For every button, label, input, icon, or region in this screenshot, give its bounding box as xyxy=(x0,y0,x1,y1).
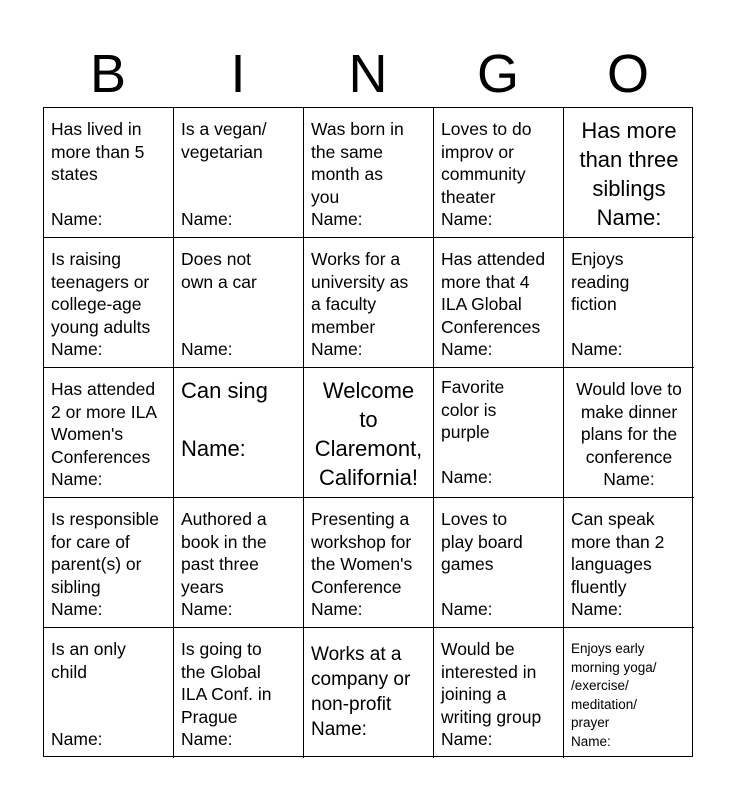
header-letter-g: G xyxy=(476,44,519,104)
cell-name-label: Name: xyxy=(596,205,662,230)
cell-text: prayer xyxy=(571,715,610,730)
cell-text: ILA Global xyxy=(441,294,522,314)
cell-text: member xyxy=(311,316,376,337)
cell-text: Can speak xyxy=(571,509,655,529)
cell-text: reading xyxy=(571,271,630,292)
cell-name-label: Name: xyxy=(181,729,233,749)
bingo-grid xyxy=(43,107,693,757)
bingo-cell[interactable] xyxy=(174,498,304,628)
cell-text: plans for the xyxy=(580,424,678,444)
cell-text: fluently xyxy=(571,576,627,597)
cell-name-label: Name: xyxy=(181,599,233,619)
cell-text: morning yoga/ xyxy=(571,659,657,675)
bingo-cell[interactable] xyxy=(304,628,434,758)
bingo-cell[interactable] xyxy=(174,628,304,758)
cell-text: theater xyxy=(441,186,496,207)
cell-text: workshop for xyxy=(311,531,412,552)
bingo-cell[interactable] xyxy=(564,628,694,758)
cell-text: years xyxy=(181,576,224,597)
header-letter-b: B xyxy=(89,44,127,104)
cell-text: community xyxy=(441,164,526,184)
cell-text: a faculty xyxy=(311,294,377,314)
cell-text: 2 or more ILA xyxy=(51,401,158,422)
cell-text: Has more xyxy=(581,118,677,143)
cell-text: month as xyxy=(311,164,383,184)
cell-text: Loves to do xyxy=(441,119,532,139)
cell-text: Presenting a xyxy=(311,509,410,529)
free-space-text: Claremont, xyxy=(314,436,423,461)
cell-text: Would love to xyxy=(576,379,682,399)
cell-text: meditation/ xyxy=(571,696,638,712)
cell-text: Works for a xyxy=(311,249,401,269)
bingo-cell[interactable] xyxy=(304,498,434,628)
bingo-cell[interactable] xyxy=(44,368,174,498)
cell-name-label: Name: xyxy=(51,209,103,229)
cell-text: fiction xyxy=(571,294,617,314)
cell-text: Enjoys xyxy=(571,249,624,269)
cell-text: child xyxy=(51,661,87,682)
free-space-text: to xyxy=(359,407,378,432)
cell-text: states xyxy=(51,164,98,184)
cell-text: purple xyxy=(441,422,490,442)
free-space-text: California! xyxy=(318,465,419,490)
cell-text: Works at a xyxy=(311,644,402,665)
cell-name-label: Name: xyxy=(441,467,493,487)
cell-text: college-age xyxy=(51,294,142,314)
bingo-cell[interactable] xyxy=(174,108,304,238)
free-space xyxy=(304,368,434,498)
bingo-cell[interactable] xyxy=(434,238,564,368)
cell-name-label: Name: xyxy=(311,599,363,619)
cell-text: Is a vegan/ xyxy=(181,119,267,139)
cell-name-label: Name: xyxy=(571,339,623,359)
cell-text: the Women's xyxy=(311,554,413,574)
cell-text: Women's xyxy=(51,424,124,444)
cell-text: improv or xyxy=(441,141,514,162)
cell-text: Is going to xyxy=(181,639,262,659)
bingo-cell[interactable] xyxy=(564,238,694,368)
cell-text: Has attended xyxy=(441,249,546,269)
bingo-cell[interactable] xyxy=(304,238,434,368)
cell-text: young adults xyxy=(51,316,151,337)
cell-text: Conference xyxy=(311,576,402,597)
cell-text: siblings xyxy=(592,176,666,201)
cell-text: past three xyxy=(181,554,259,574)
cell-text: Is raising xyxy=(51,249,122,269)
cell-name-label: Name: xyxy=(441,729,493,749)
bingo-cell[interactable] xyxy=(44,498,174,628)
cell-text: non-profit xyxy=(311,694,392,715)
cell-name-label: Name: xyxy=(603,469,655,489)
bingo-cell[interactable] xyxy=(564,368,694,498)
cell-text: Is an only xyxy=(51,639,126,659)
cell-name-label: Name: xyxy=(441,599,493,619)
bingo-cell[interactable] xyxy=(304,108,434,238)
bingo-cell[interactable] xyxy=(44,628,174,758)
cell-text: Has attended xyxy=(51,379,156,399)
cell-text: Can sing xyxy=(181,378,268,403)
bingo-cell[interactable] xyxy=(174,368,304,498)
cell-text: interested in xyxy=(441,661,537,682)
cell-name-label: Name: xyxy=(441,209,493,229)
cell-text: languages xyxy=(571,554,652,574)
cell-text: color is xyxy=(441,399,497,420)
cell-text: ILA Conf. in xyxy=(181,684,272,704)
bingo-cell[interactable] xyxy=(564,108,694,238)
cell-text: book in the xyxy=(181,531,267,552)
cell-text: Conferences xyxy=(51,446,151,467)
cell-text: Would be xyxy=(441,639,515,659)
cell-text: Authored a xyxy=(181,509,267,529)
cell-text: Does not xyxy=(181,249,252,269)
bingo-cell[interactable] xyxy=(564,498,694,628)
cell-spacer xyxy=(181,405,297,434)
header-letter-n: N xyxy=(348,44,388,104)
cell-text: Has lived in xyxy=(51,119,142,139)
bingo-cell[interactable] xyxy=(434,108,564,238)
cell-text: make dinner xyxy=(580,401,678,422)
cell-name-label: Name: xyxy=(571,733,611,749)
cell-text: /exercise/ xyxy=(571,678,629,693)
bingo-cell[interactable] xyxy=(434,628,564,758)
cell-text: games xyxy=(441,554,494,574)
cell-name-label: Name: xyxy=(51,339,103,359)
cell-text: you xyxy=(311,186,340,207)
cell-text: university as xyxy=(311,271,409,292)
cell-text: for care of xyxy=(51,531,130,552)
cell-name-label: Name: xyxy=(571,599,623,619)
header-letter-o: O xyxy=(606,44,649,104)
free-space-text: Welcome xyxy=(322,378,415,403)
cell-name-label: Name: xyxy=(51,469,103,489)
cell-text: more that 4 xyxy=(441,271,530,292)
cell-text: Conferences xyxy=(441,316,541,337)
cell-name-label: Name: xyxy=(51,729,103,749)
cell-name-label: Name: xyxy=(51,599,103,619)
cell-text: Is responsible xyxy=(51,509,159,529)
cell-text: play board xyxy=(441,531,523,552)
cell-text: Prague xyxy=(181,706,238,727)
cell-name-label: Name: xyxy=(311,719,367,740)
bingo-cell[interactable] xyxy=(434,498,564,628)
cell-text: own a car xyxy=(181,271,257,292)
cell-text: parent(s) or xyxy=(51,554,142,574)
bingo-cell[interactable] xyxy=(174,238,304,368)
cell-text: sibling xyxy=(51,576,101,597)
cell-text: more than 2 xyxy=(571,531,665,552)
cell-text: the Global xyxy=(181,661,261,682)
bingo-cell[interactable] xyxy=(44,108,174,238)
cell-text: joining a xyxy=(441,684,507,704)
bingo-header xyxy=(43,42,693,106)
cell-text: Favorite xyxy=(441,377,505,397)
cell-name-label: Name: xyxy=(181,339,233,359)
cell-text: more than 5 xyxy=(51,141,145,162)
cell-text: Loves to xyxy=(441,509,508,529)
cell-text: vegetarian xyxy=(181,141,263,162)
bingo-cell[interactable] xyxy=(434,368,564,498)
cell-text: Enjoys early xyxy=(571,641,645,656)
cell-text: teenagers or xyxy=(51,271,150,292)
cell-name-label: Name: xyxy=(181,209,233,229)
cell-text: the same xyxy=(311,141,383,162)
cell-name-label: Name: xyxy=(311,339,363,359)
bingo-cell[interactable] xyxy=(44,238,174,368)
cell-name-label: Name: xyxy=(311,209,363,229)
cell-name-label: Name: xyxy=(181,436,246,461)
header-letter-i: I xyxy=(230,44,246,104)
cell-text: than three xyxy=(579,147,679,172)
cell-text: Was born in xyxy=(311,119,404,139)
cell-name-label: Name: xyxy=(441,339,493,359)
cell-text: conference xyxy=(585,446,673,467)
cell-text: company or xyxy=(311,669,411,690)
cell-text: writing group xyxy=(441,706,542,727)
